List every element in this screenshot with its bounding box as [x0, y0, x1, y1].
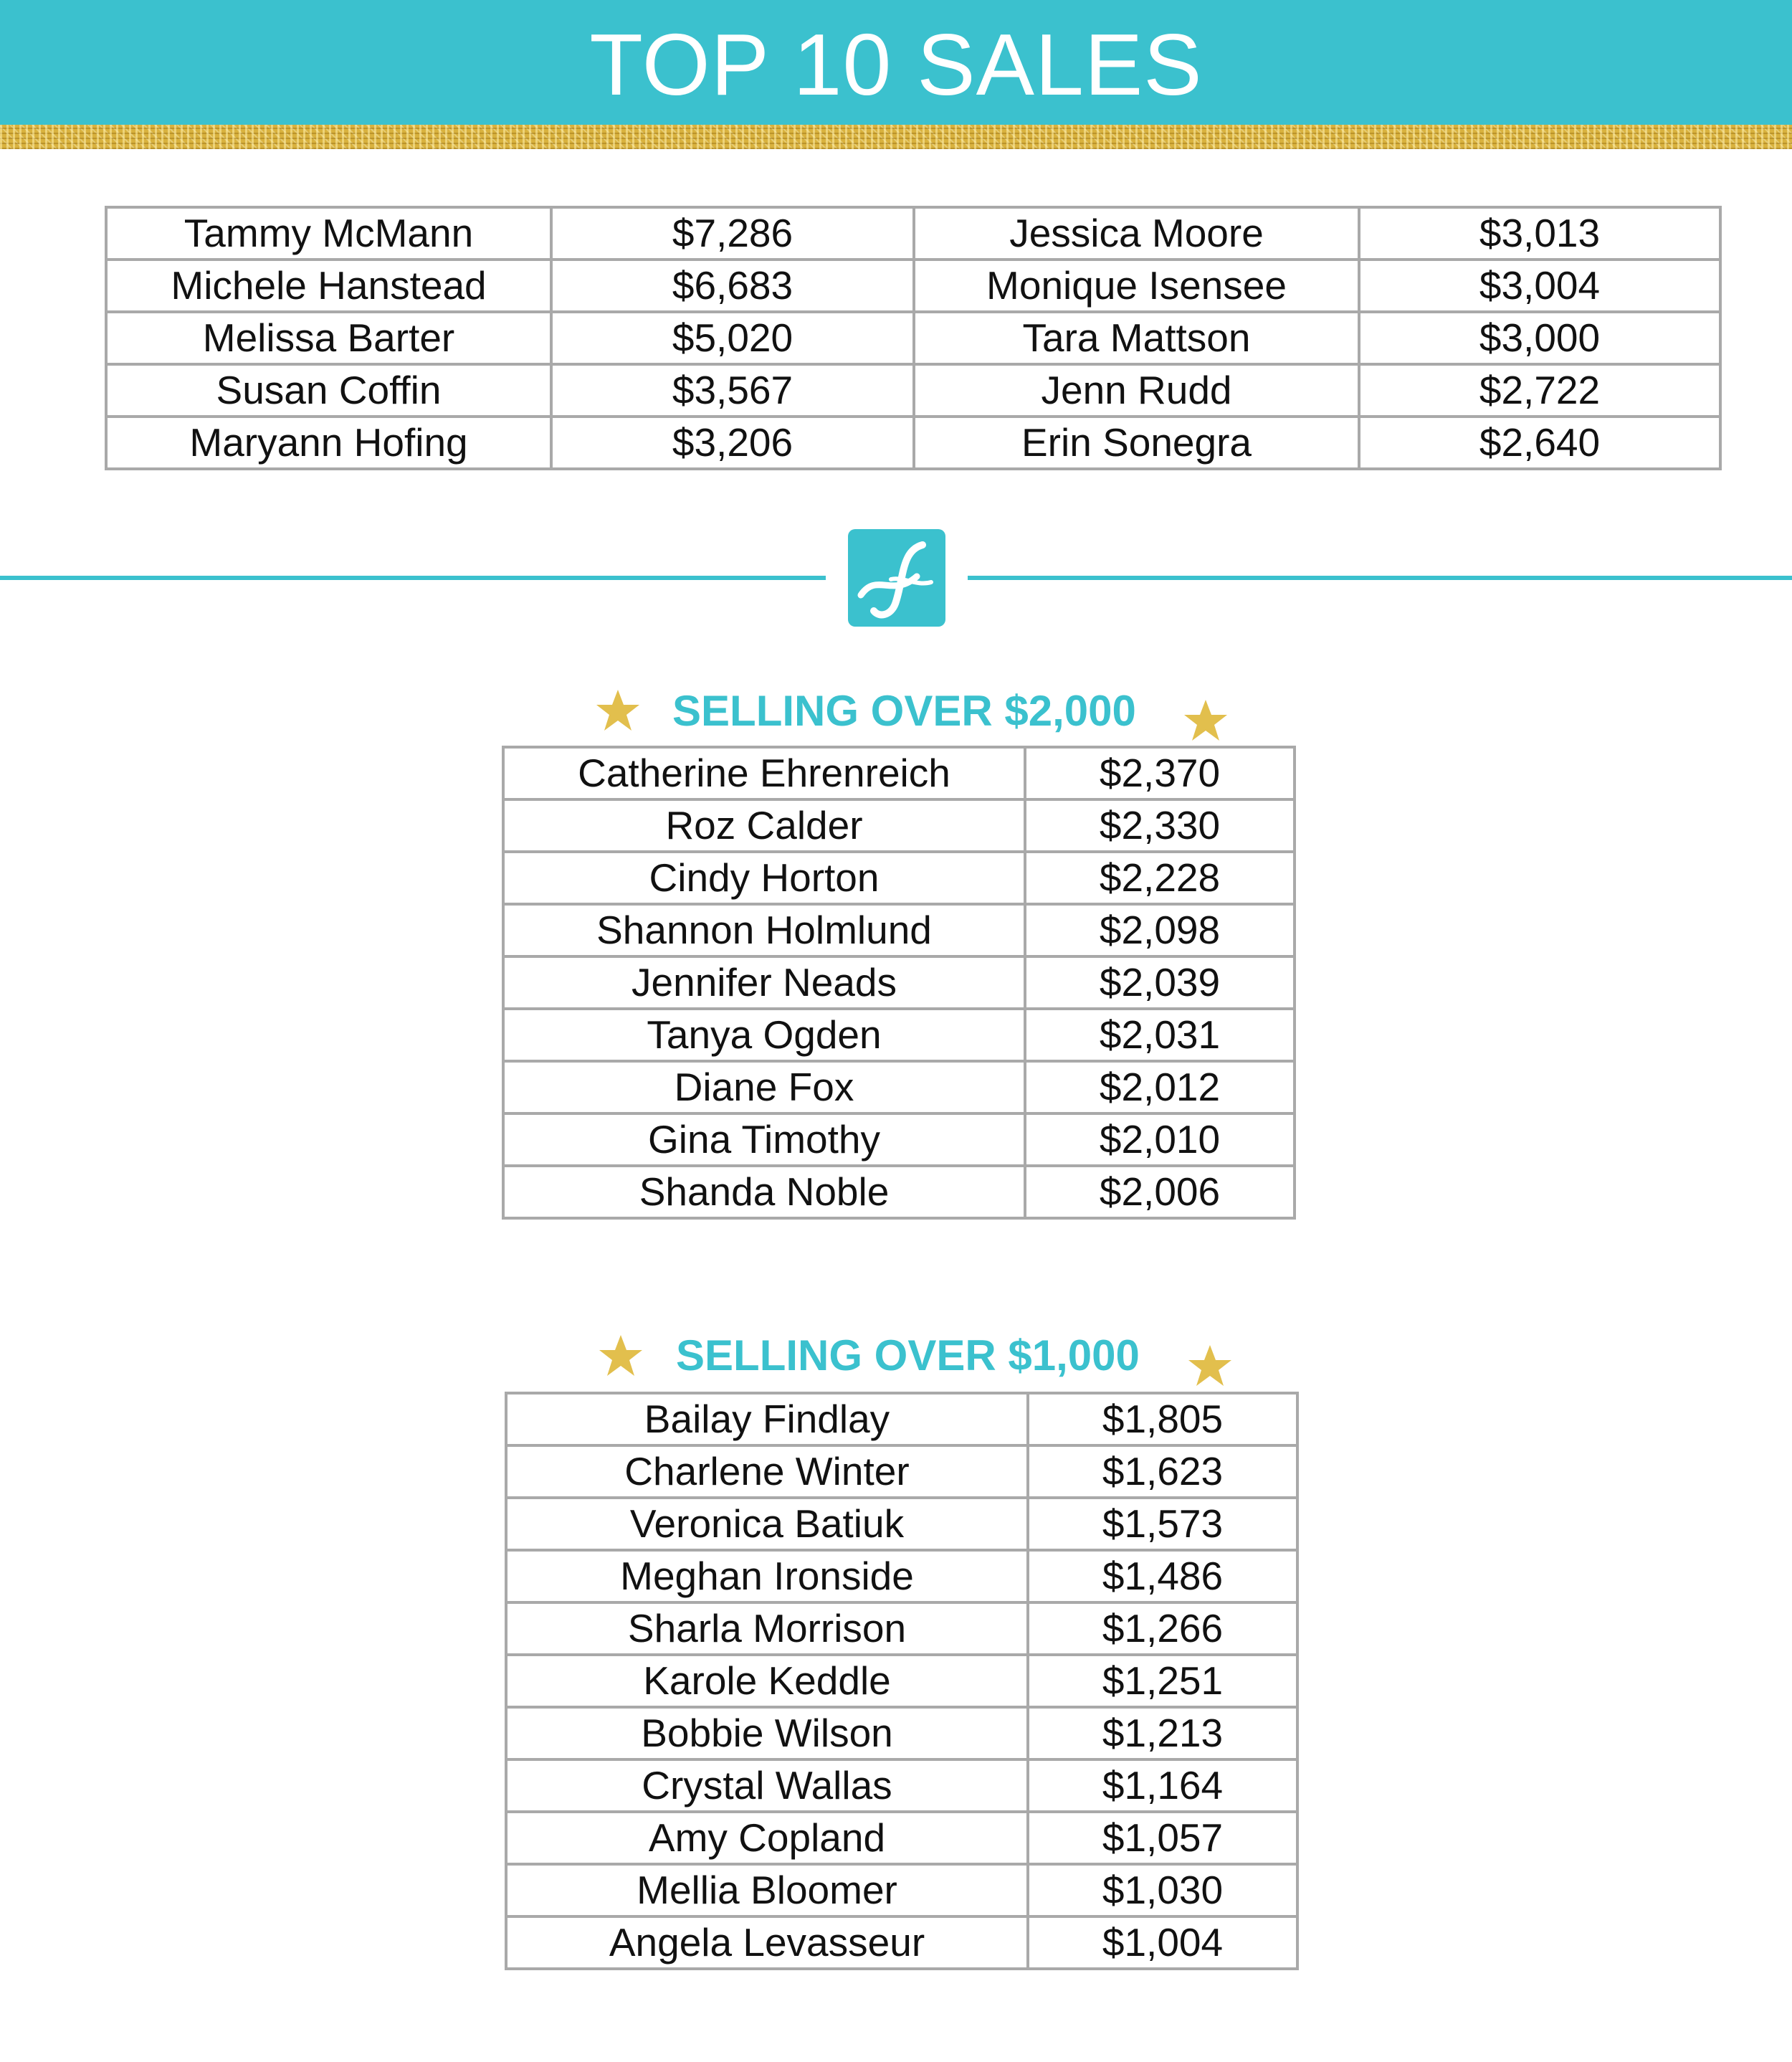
sales-amount: $2,098	[1025, 904, 1295, 956]
top10-table	[105, 206, 1722, 470]
sales-amount: $3,004	[1359, 260, 1720, 312]
table-row	[506, 1602, 1297, 1655]
sales-amount: $1,573	[1028, 1498, 1297, 1550]
seller-name: Jessica Moore	[914, 207, 1359, 260]
sales-amount: $2,722	[1359, 364, 1720, 417]
seller-name: Sharla Morrison	[506, 1602, 1028, 1655]
divider-line-right	[968, 576, 1792, 580]
sales-amount: $1,266	[1028, 1602, 1297, 1655]
seller-name: Michele Hanstead	[106, 260, 551, 312]
table-row	[506, 1550, 1297, 1602]
seller-name: Charlene Winter	[506, 1445, 1028, 1498]
table-row	[106, 207, 1720, 260]
table-row	[106, 260, 1720, 312]
sales-amount: $2,031	[1025, 1009, 1295, 1061]
sales-amount: $2,006	[1025, 1166, 1295, 1218]
table-row	[503, 1166, 1295, 1218]
table-row	[503, 747, 1295, 799]
seller-name: Amy Copland	[506, 1812, 1028, 1864]
table-row	[506, 1445, 1297, 1498]
sales-amount: $5,020	[551, 312, 914, 364]
sales-amount: $2,010	[1025, 1113, 1295, 1166]
sales-amount: $1,164	[1028, 1759, 1297, 1812]
gold-glitter-strip	[0, 125, 1792, 149]
over-2000-table	[502, 746, 1296, 1220]
sales-amount: $2,228	[1025, 852, 1295, 904]
seller-name: Roz Calder	[503, 799, 1025, 852]
table-row	[506, 1916, 1297, 1969]
table-row	[503, 1061, 1295, 1113]
seller-name: Diane Fox	[503, 1061, 1025, 1113]
page-title: TOP 10 SALES	[589, 16, 1203, 113]
sales-amount: $1,004	[1028, 1916, 1297, 1969]
sales-amount: $3,013	[1359, 207, 1720, 260]
seller-name: Tanya Ogden	[503, 1009, 1025, 1061]
seller-name: Meghan Ironside	[506, 1550, 1028, 1602]
seller-name: Gina Timothy	[503, 1113, 1025, 1166]
sales-amount: $7,286	[551, 207, 914, 260]
seller-name: Melissa Barter	[106, 312, 551, 364]
table-row	[503, 1009, 1295, 1061]
sales-amount: $2,330	[1025, 799, 1295, 852]
section-heading-over-1000: SELLING OVER $1,000	[676, 1331, 1140, 1379]
star-icon	[598, 1334, 644, 1378]
table-row	[506, 1393, 1297, 1445]
table-row	[106, 417, 1720, 469]
seller-name: Jennifer Neads	[503, 956, 1025, 1009]
seller-name: Veronica Batiuk	[506, 1498, 1028, 1550]
table-row	[506, 1759, 1297, 1812]
seller-name: Angela Levasseur	[506, 1916, 1028, 1969]
header-banner	[0, 0, 1792, 125]
table-row	[506, 1655, 1297, 1707]
over-1000-table	[505, 1392, 1299, 1970]
divider-line-left	[0, 576, 826, 580]
sales-amount: $1,057	[1028, 1812, 1297, 1864]
table-row	[506, 1864, 1297, 1916]
table-row	[503, 1113, 1295, 1166]
sales-amount: $1,486	[1028, 1550, 1297, 1602]
seller-name: Catherine Ehrenreich	[503, 747, 1025, 799]
seller-name: Shanda Noble	[503, 1166, 1025, 1218]
seller-name: Tammy McMann	[106, 207, 551, 260]
section-heading-over-2000: SELLING OVER $2,000	[672, 687, 1136, 735]
sales-amount: $3,567	[551, 364, 914, 417]
table-row	[506, 1707, 1297, 1759]
sales-amount: $2,640	[1359, 417, 1720, 469]
sales-amount: $1,805	[1028, 1393, 1297, 1445]
script-f-logo-icon	[848, 529, 945, 627]
seller-name: Bobbie Wilson	[506, 1707, 1028, 1759]
seller-name: Cindy Horton	[503, 852, 1025, 904]
seller-name: Erin Sonegra	[914, 417, 1359, 469]
seller-name: Susan Coffin	[106, 364, 551, 417]
seller-name: Crystal Wallas	[506, 1759, 1028, 1812]
seller-name: Monique Isensee	[914, 260, 1359, 312]
table-row	[503, 799, 1295, 852]
sales-amount: $3,206	[551, 417, 914, 469]
sales-amount: $1,213	[1028, 1707, 1297, 1759]
seller-name: Bailay Findlay	[506, 1393, 1028, 1445]
table-row	[503, 852, 1295, 904]
table-row	[503, 956, 1295, 1009]
table-row	[106, 364, 1720, 417]
sales-amount: $3,000	[1359, 312, 1720, 364]
table-row	[503, 904, 1295, 956]
sales-amount: $2,370	[1025, 747, 1295, 799]
sales-amount: $6,683	[551, 260, 914, 312]
sales-amount: $1,030	[1028, 1864, 1297, 1916]
sales-amount: $1,623	[1028, 1445, 1297, 1498]
table-row	[506, 1812, 1297, 1864]
seller-name: Tara Mattson	[914, 312, 1359, 364]
seller-name: Maryann Hofing	[106, 417, 551, 469]
seller-name: Jenn Rudd	[914, 364, 1359, 417]
seller-name: Shannon Holmlund	[503, 904, 1025, 956]
star-icon	[1187, 1344, 1233, 1388]
seller-name: Karole Keddle	[506, 1655, 1028, 1707]
table-row	[106, 312, 1720, 364]
sales-amount: $2,039	[1025, 956, 1295, 1009]
table-row	[506, 1498, 1297, 1550]
sales-amount: $1,251	[1028, 1655, 1297, 1707]
sales-amount: $2,012	[1025, 1061, 1295, 1113]
star-icon	[595, 688, 641, 733]
star-icon	[1183, 698, 1229, 743]
seller-name: Mellia Bloomer	[506, 1864, 1028, 1916]
